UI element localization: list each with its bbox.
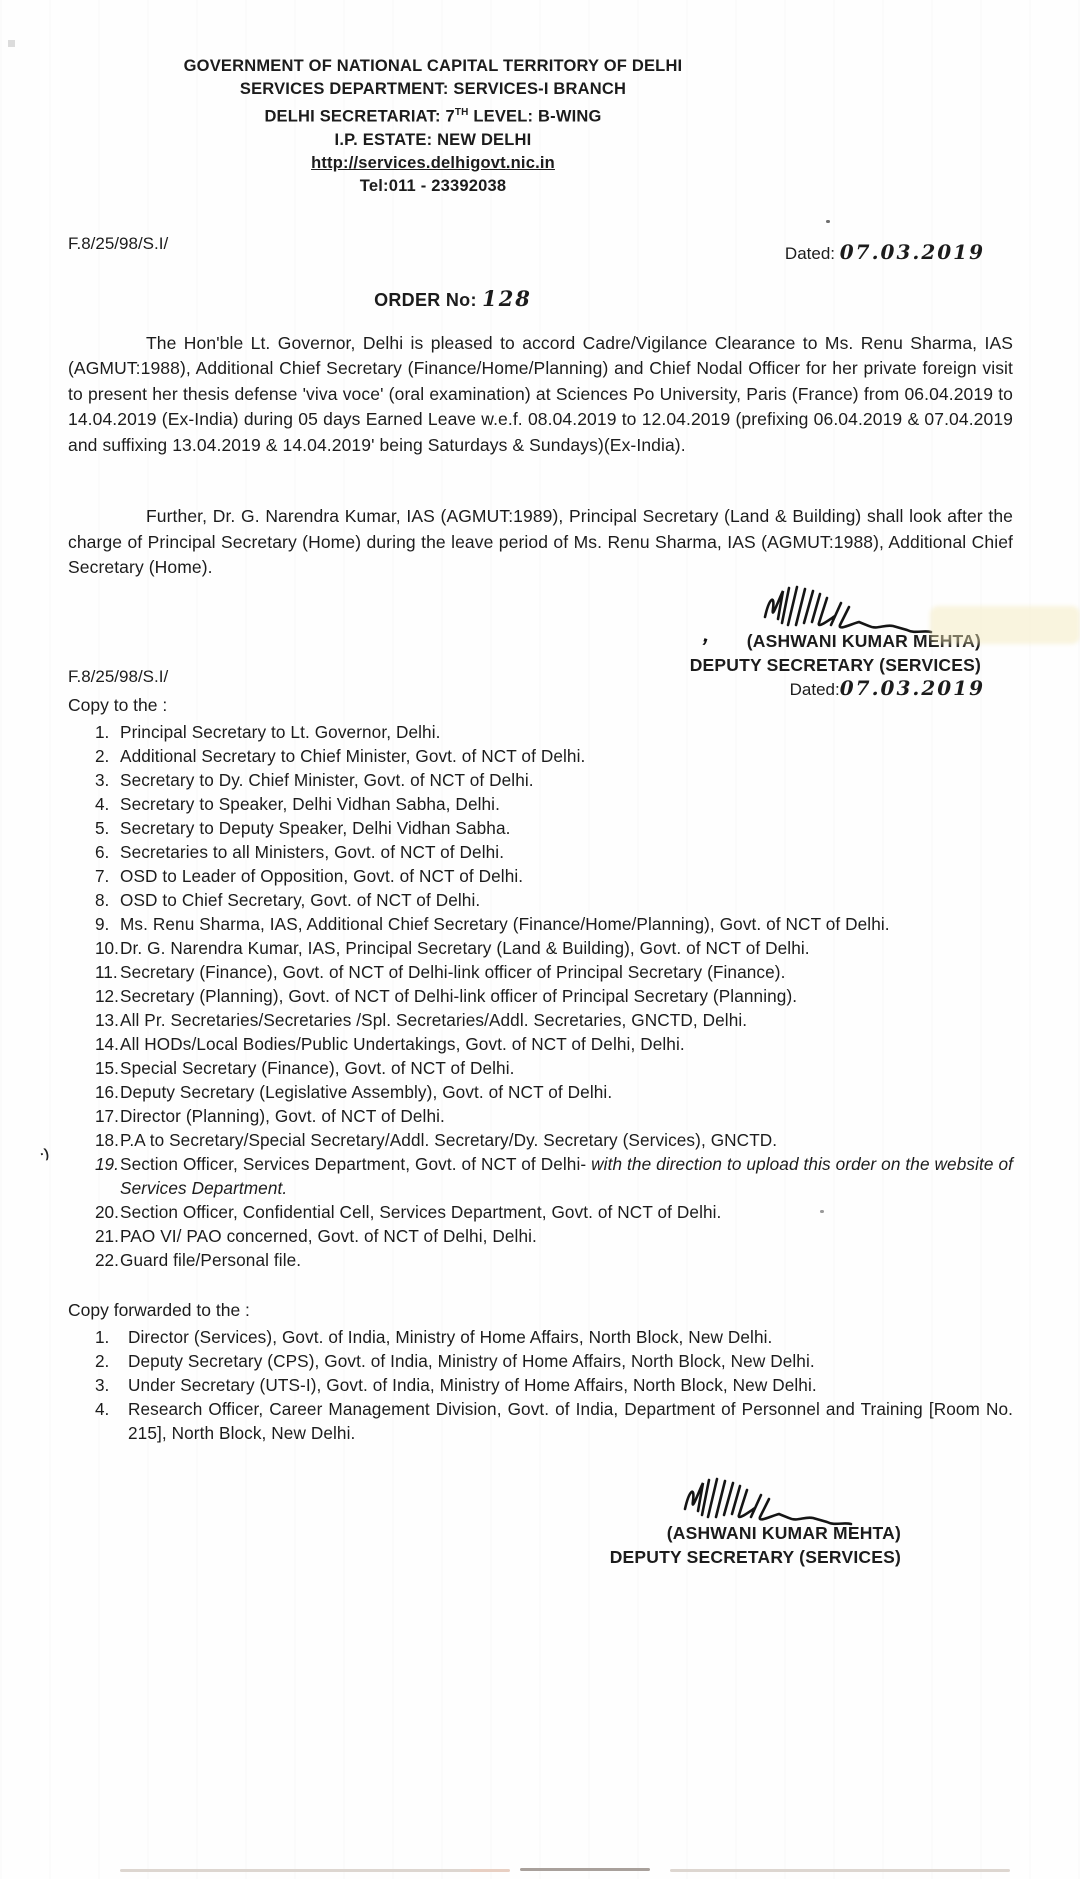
- signatory-title: DEPUTY SECRETARY (SERVICES): [689, 654, 981, 675]
- list-item: [95, 1104, 1013, 1128]
- file-reference-number-2: F.8/25/98/S.I/: [68, 666, 169, 686]
- item-text: Director (Planning), Govt. of NCT of Delhi.: [120, 1105, 445, 1126]
- scan-artifact-pen-mark: ,: [700, 621, 714, 648]
- item-number: 18.: [95, 1129, 119, 1150]
- list-item: [95, 1080, 1013, 1104]
- item-number: 13.: [95, 1009, 119, 1030]
- list-item: [95, 1224, 1013, 1248]
- item-number: 17.: [95, 1105, 119, 1126]
- item-number: 4.: [95, 793, 110, 814]
- item-number: 1.: [95, 721, 110, 742]
- signatory-name: (ASHWANI KUMAR MEHTA): [746, 630, 981, 651]
- list-item: [95, 744, 1013, 768]
- copy-forwarded-heading: Copy forwarded to the :: [68, 1299, 250, 1320]
- scan-artifact-bottom-line: [120, 1869, 480, 1872]
- scan-artifact-margin-mark: ·): [38, 1145, 51, 1162]
- list-item: [95, 1325, 1013, 1349]
- item-number: 11.: [95, 961, 118, 982]
- item-text: Secretary to Dy. Chief Minister, Govt. of NCT of Delhi.: [120, 769, 534, 790]
- signature-scribble: [681, 1475, 861, 1527]
- signature-block-1: [68, 583, 981, 677]
- document-content: [68, 55, 1013, 1569]
- reference-row-1: [68, 233, 1013, 264]
- item-text: Special Secretary (Finance), Govt. of NCT of Delhi.: [120, 1057, 515, 1078]
- handwritten-order-number: 128: [482, 285, 532, 311]
- item-number: 14.: [95, 1033, 119, 1054]
- handwritten-date: 07.03.2019: [839, 239, 985, 264]
- item-text: Deputy Secretary (Legislative Assembly), Govt. of NCT of Delhi.: [120, 1081, 613, 1102]
- item-text: Secretary to Deputy Speaker, Delhi Vidhan Sabha.: [120, 817, 511, 838]
- item-text: All Pr. Secretaries/Secretaries /Spl. Secretaries/Addl. Secretaries, GNCTD, Delhi.: [120, 1009, 748, 1030]
- item-text: Deputy Secretary (CPS), Govt. of India, Ministry of Home Affairs, North Block, New Delhi.: [128, 1350, 815, 1371]
- dated-line-1: [785, 240, 985, 264]
- list-item: [95, 864, 1013, 888]
- item-text: Section Officer, Services Department, Govt. of NCT of Delhi- with the direction to upload this order on the website of Services Department.: [120, 1153, 1013, 1198]
- list-item: [95, 1128, 1013, 1152]
- letterhead-line-2: SERVICES DEPARTMENT: SERVICES-I BRANCH: [239, 80, 627, 98]
- scan-artifact-highlight: [930, 606, 1080, 644]
- item-number: 22.: [95, 1249, 119, 1270]
- item-text-italic: with the direction to upload this order on the website of Services Department.: [120, 1153, 1013, 1198]
- item-number: 2.: [95, 1350, 110, 1371]
- letterhead-line-3: DELHI SECRETARIAT: 7TH LEVEL: B-WING: [264, 107, 602, 126]
- item-number: 1.: [95, 1326, 110, 1347]
- website-url: http://services.delhigovt.nic.in: [311, 153, 555, 172]
- scan-artifact-corner-mark: [8, 40, 15, 47]
- item-text: Additional Secretary to Chief Minister, Govt. of NCT of Delhi.: [120, 745, 586, 766]
- item-number: 16.: [95, 1081, 119, 1102]
- item-text: Research Officer, Career Management Division, Govt. of India, Department of Personnel and Training [Room No. 215], North Block, New Delhi.: [128, 1398, 1013, 1443]
- item-number: 9.: [95, 913, 110, 934]
- list-item: [95, 1373, 1013, 1397]
- list-item: [95, 720, 1013, 744]
- item-text: Principal Secretary to Lt. Governor, Delhi.: [120, 721, 441, 742]
- superscript-th: TH: [454, 107, 469, 118]
- item-text: Secretaries to all Ministers, Govt. of NCT of Delhi.: [120, 841, 505, 862]
- dated-label-2: Dated:: [789, 679, 840, 699]
- item-text: P.A to Secretary/Special Secretary/Addl. Secretary/Dy. Secretary (Services), GNCTD.: [120, 1129, 778, 1150]
- item-number: 2.: [95, 745, 110, 766]
- item-text: OSD to Chief Secretary, Govt. of NCT of Delhi.: [120, 889, 481, 910]
- item-number: 3.: [95, 1374, 110, 1395]
- item-number: 19.: [95, 1153, 119, 1174]
- item-text: Secretary (Finance), Govt. of NCT of Delhi-link officer of Principal Secretary (Finance).: [120, 961, 786, 982]
- item-number: 3.: [95, 769, 110, 790]
- copy-to-heading: Copy to the :: [68, 694, 168, 715]
- item-text: All HODs/Local Bodies/Public Undertakings, Govt. of NCT of Delhi, Delhi.: [120, 1033, 685, 1054]
- body-paragraph-1: The Hon'ble Lt. Governor, Delhi is pleased to accord Cadre/Vigilance Clearance to Ms. Renu Sharma, IAS (AGMUT:1988), Additional Chief Secretary (Finance/Home/Planning) and Chief Nodal Officer for her private foreign visit to present her thesis defense 'viva voce' (oral examination) at Sciences Po University, Paris (France) from 06.04.2019 to 14.04.2019 (Ex-India) during 05 days Earned Leave w.e.f. 08.04.2019 to 12.04.2019 (prefixing 06.04.2019 & 07.04.2019 and suffixing 13.04.2019 & 14.04.2019' being Saturdays & Sundays)(Ex-India).: [68, 332, 1013, 455]
- item-number: 20.: [95, 1201, 119, 1222]
- item-number: 5.: [95, 817, 110, 838]
- signature-block-2: [68, 1475, 901, 1569]
- order-number-line: [68, 286, 838, 311]
- scan-artifact-dot: [826, 220, 830, 223]
- list-item: [95, 1032, 1013, 1056]
- list-item: [95, 816, 1013, 840]
- signatory-title: DEPUTY SECRETARY (SERVICES): [609, 1546, 901, 1567]
- dated-label: Dated:: [784, 243, 840, 263]
- item-text: Section Officer, Confidential Cell, Services Department, Govt. of NCT of Delhi.: [120, 1201, 722, 1222]
- item-text: Secretary (Planning), Govt. of NCT of Delhi-link officer of Principal Secretary (Planning).: [120, 985, 798, 1006]
- list-item: [95, 1008, 1013, 1032]
- item-text: PAO VI/ PAO concerned, Govt. of NCT of Delhi, Delhi.: [120, 1225, 537, 1246]
- scan-artifact-bottom-line: [470, 1869, 510, 1872]
- list-item: [95, 1200, 1013, 1224]
- scan-artifact-bottom-line: [670, 1869, 1010, 1872]
- signature-scribble: [761, 583, 941, 635]
- list-item: [95, 1397, 1013, 1445]
- list-item: [95, 1152, 1013, 1200]
- item-number: 8.: [95, 889, 110, 910]
- list-item: [95, 1349, 1013, 1373]
- item-text: Guard file/Personal file.: [120, 1249, 302, 1270]
- file-reference-number: F.8/25/98/S.I/: [68, 233, 169, 253]
- handwritten-date-2: 07.03.2019: [839, 675, 985, 700]
- item-number: 21.: [95, 1225, 119, 1246]
- item-number: 12.: [95, 985, 119, 1006]
- item-text: Secretary to Speaker, Delhi Vidhan Sabha, Delhi.: [120, 793, 500, 814]
- scan-artifact-bottom-line: [520, 1868, 650, 1871]
- item-number: 4.: [95, 1398, 110, 1419]
- scan-artifact-dot: [820, 1210, 824, 1213]
- body-paragraph-2: Further, Dr. G. Narendra Kumar, IAS (AGMUT:1989), Principal Secretary (Land & Building) shall look after the charge of Principal Secretary (Home) during the leave period of Ms. Renu Sharma, IAS (AGMUT:1988), Additional Chief Secretary (Home).: [68, 506, 1013, 577]
- copy-forwarded-list: [68, 1325, 1013, 1445]
- copy-to-list: [68, 720, 1013, 1272]
- list-item: [95, 1056, 1013, 1080]
- telephone-number: Tel:011 - 23392038: [359, 176, 507, 195]
- letterhead-line-1: GOVERNMENT OF NATIONAL CAPITAL TERRITORY OF DELHI: [183, 57, 683, 75]
- list-item: [95, 984, 1013, 1008]
- item-text: Dr. G. Narendra Kumar, IAS, Principal Secretary (Land & Building), Govt. of NCT of Delhi.: [120, 937, 810, 958]
- dated-line-2: [790, 676, 985, 700]
- item-number: 7.: [95, 865, 110, 886]
- list-item: [95, 1248, 1013, 1272]
- signatory-name: (ASHWANI KUMAR MEHTA): [666, 1522, 901, 1543]
- order-label: ORDER No:: [374, 289, 483, 310]
- item-number: 6.: [95, 841, 110, 862]
- letterhead: [68, 55, 798, 198]
- list-item: [95, 888, 1013, 912]
- letterhead-line-4: I.P. ESTATE: NEW DELHI: [334, 130, 532, 149]
- item-text: OSD to Leader of Opposition, Govt. of NCT of Delhi.: [120, 865, 524, 886]
- list-item: [95, 840, 1013, 864]
- item-number: 15.: [95, 1057, 119, 1078]
- list-item: [95, 912, 1013, 936]
- list-item: [95, 792, 1013, 816]
- item-number: 10.: [95, 937, 119, 958]
- list-item: [95, 936, 1013, 960]
- item-text: Director (Services), Govt. of India, Ministry of Home Affairs, North Block, New Delhi.: [128, 1326, 773, 1347]
- list-item: [95, 768, 1013, 792]
- list-item: [95, 960, 1013, 984]
- item-text: Ms. Renu Sharma, IAS, Additional Chief Secretary (Finance/Home/Planning), Govt. of NCT of Delhi.: [120, 913, 890, 934]
- item-text: Under Secretary (UTS-I), Govt. of India, Ministry of Home Affairs, North Block, New Delhi.: [128, 1374, 817, 1395]
